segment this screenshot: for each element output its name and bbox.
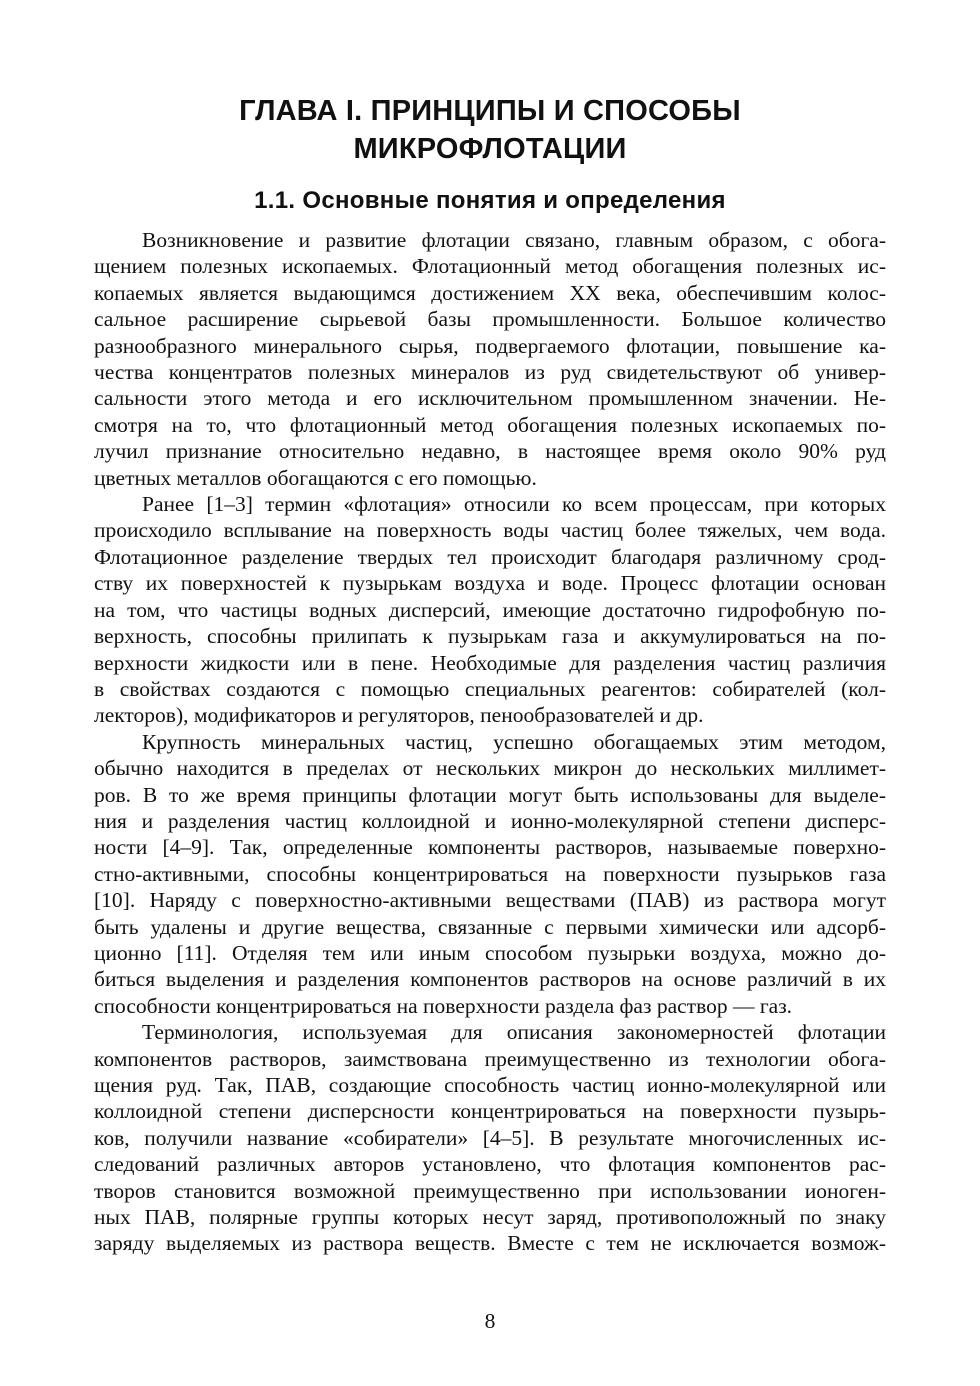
text-line: заряду выделяемых из раствора веществ. Вместе с тем не исключается возмож- [94,1231,886,1256]
text-line: верхность, способны прилипать к пузырькам газа и аккумулироваться на по- [94,624,886,649]
text-line: стно-активными, способны концентрироваться на поверхности пузырьков газа [94,861,886,886]
page-number: 8 [484,1309,496,1333]
chapter-title-line-1: ГЛАВА I. ПРИНЦИПЫ И СПОСОБЫ [239,95,741,127]
body-text [94,227,886,1257]
text-line: ния и разделения частиц коллоидной и ионно-молекулярной степени дисперс- [94,808,886,833]
text-line: щения руд. Так, ПАВ, создающие способность частиц ионно-молекулярной или [94,1073,886,1097]
text-line: происходило всплывание на поверхность воды частиц более тяжелых, чем вода. [94,518,886,543]
text-line: биться выделения и разделения компонентов растворов на основе различий в их [94,967,886,992]
text-line: ных ПАВ, полярные группы которых несут заряд, противоположный по знаку [94,1205,886,1230]
text-line: способности концентрироваться на поверхности раздела фаз раствор — газ. [94,993,793,1018]
text-line: ности [4–9]. Так, определенные компоненты растворов, называемые поверхно- [94,835,886,860]
text-line: верхности жидкости или в пене. Необходимые для разделения частиц различия [94,650,886,675]
text-line: Крупность минеральных частиц, успешно обогащаемых этим методом, [142,729,886,754]
text-line: следований различных авторов установлено, что флотация компонентов рас- [94,1152,886,1177]
text-line: ционно [11]. Отделяя тем или иным способом пузырьки воздуха, можно до- [94,940,886,965]
text-line: Ранее [1–3] термин «флотация» относили ко всем процессам, при которых [142,492,886,517]
text-line: лекторов), модификаторов и регуляторов, пенообразователей и др. [94,703,704,728]
text-line: ству их поверхностей к пузырькам воздуха и воде. Процесс флотации основан [94,571,886,596]
text-line: Терминология, используемая для описания закономерностей флотации [142,1020,886,1045]
paragraph [94,1019,886,1257]
text-line: Возникновение и развитие флотации связано, главным образом, с обога- [142,228,886,252]
paragraph [94,729,886,1019]
text-line: сальности этого метода и его исключительном промышленном значении. Не- [94,386,886,411]
text-line: [10]. Наряду с поверхностно-активными веществами (ПАВ) из раствора могут [94,888,886,913]
text-line: обычно находится в пределах от нескольких микрон до нескольких миллимет- [94,756,886,781]
text-line: Флотационное разделение твердых тел происходит благодаря различному срод- [94,544,886,569]
text-line: копаемых является выдающимся достижением XX века, обеспечившим колос- [94,280,886,305]
text-line: коллоидной степени дисперсности концентрироваться на поверхности пузырь- [94,1099,886,1124]
paragraph [94,491,886,729]
chapter-title-line-2: МИКРОФЛОТАЦИИ [353,133,627,165]
text-line: цветных металлов обогащаются с его помощью. [94,465,537,490]
text-line: творов становится возможной преимущественно при использовании ионоген- [94,1178,886,1203]
text-line: чества концентратов полезных минералов из руд свидетельствуют об универ- [94,360,886,385]
text-line: щением полезных ископаемых. Флотационный метод обогащения полезных ис- [94,254,886,279]
chapter-title [90,92,890,168]
text-line: в свойствах создаются с помощью специальных реагентов: собирателей (кол- [94,676,886,701]
paragraph [94,227,886,491]
text-line: быть удалены и другие вещества, связанные с первыми химически или адсорб- [94,914,886,939]
text-line: сальное расширение сырьевой базы промышленности. Большое количество [94,307,886,332]
text-line: ров. В то же время принципы флотации могут быть использованы для выделе- [94,782,886,807]
text-line: разнообразного минерального сырья, подвергаемого флотации, повышение ка- [94,333,886,358]
text-line: смотря на то, что флотационный метод обогащения полезных ископаемых по- [94,412,886,437]
section-title: 1.1. Основные понятия и определения [254,187,726,214]
text-line: на том, что частицы водных дисперсий, имеющие достаточно гидрофобную по- [94,597,886,622]
text-line: компонентов растворов, заимствована преимущественно из технологии обога- [94,1046,886,1071]
text-line: лучил признание относительно недавно, в настоящее время около 90% руд [94,439,886,464]
text-line: ков, получили название «собиратели» [4–5]. В результате многочисленных ис- [94,1125,886,1150]
